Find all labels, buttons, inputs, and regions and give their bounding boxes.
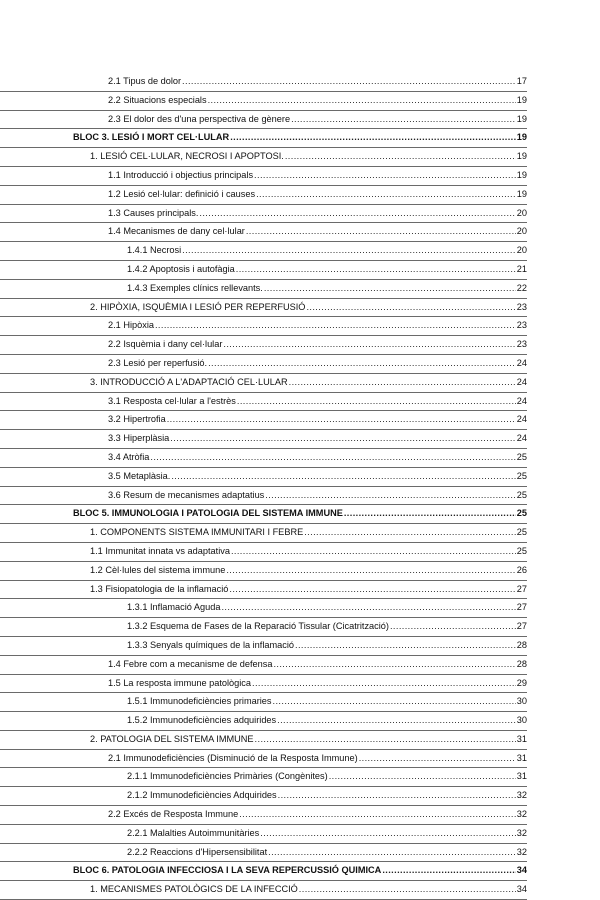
toc-entry-title: 1.1 Introducció i objectius principals [108,169,254,180]
table-of-contents [0,73,600,900]
toc-dot-leader [231,543,516,561]
toc-entry-page: 19 [516,132,527,143]
toc-entry-page: 19 [516,188,527,199]
toc-entry-page: 21 [516,263,527,274]
toc-entry-page: 23 [516,320,527,331]
toc-entry-title: 2.2 Excés de Resposta Immune [108,809,239,820]
toc-dot-leader [170,430,515,448]
toc-dot-leader [273,656,515,674]
toc-entry-title: 2.2.2 Reaccions d'Hipersensibilitat [127,846,268,857]
toc-entry-page: 23 [516,339,527,350]
toc-entry-title: 1.5 La resposta immune patològica [108,677,252,688]
toc-entry[interactable] [0,881,527,900]
toc-dot-leader [254,167,516,185]
toc-entry[interactable] [0,543,527,562]
toc-entry-page: 32 [516,809,527,820]
toc-entry-page: 34 [516,865,527,876]
toc-dot-leader [167,411,516,429]
toc-dot-leader [229,581,515,599]
toc-entry[interactable] [0,750,527,769]
toc-entry[interactable] [0,449,527,468]
toc-entry[interactable] [0,618,527,637]
toc-entry-page: 30 [516,696,527,707]
toc-entry-page: 26 [516,564,527,575]
toc-entry[interactable] [0,317,527,336]
toc-entry-title: 2. PATOLOGIA DEL SISTEMA IMMUNE [90,733,254,744]
toc-dot-leader [208,355,516,373]
toc-entry[interactable] [0,374,527,393]
toc-entry-title: 2.2 Situacions especials [108,94,207,105]
toc-entry[interactable] [0,411,527,430]
toc-entry-title: 1.3.3 Senyals químiques de la inflamació [127,639,295,650]
toc-dot-leader [182,242,516,260]
toc-entry[interactable] [0,731,527,750]
toc-entry-title: 1.3.2 Esquema de Fases de la Reparació Tissular (Cicatrització) [127,621,389,632]
toc-entry[interactable] [0,581,527,600]
toc-entry-title: 2. HIPÒXIA, ISQUÈMIA I LESIÓ PER REPERFUSIÓ [90,301,306,312]
toc-entry[interactable] [0,693,527,712]
toc-dot-leader [256,186,516,204]
toc-dot-leader [255,731,516,749]
toc-entry-title: 3.3 Hiperplàsia [108,433,170,444]
toc-dot-leader [278,787,516,805]
toc-entry-page: 31 [516,752,527,763]
toc-entry[interactable] [0,675,527,694]
toc-entry-title: 3.4 Atròfia [108,451,150,462]
toc-entry-title: 2.1.1 Immunodeficiències Primàries (Congènites) [127,771,328,782]
toc-entry[interactable] [0,92,527,111]
toc-entry-title: 1.5.1 Immunodeficiències primaries [127,696,272,707]
toc-entry-title: 2.2 Isquèmia i dany cel·lular [108,339,223,350]
toc-entry-title: 1.2 Lesió cel·lular: definició i causes [108,188,256,199]
toc-entry-title: 3.1 Resposta cel·lular a l'estrès [108,395,236,406]
toc-entry-page: 24 [516,414,527,425]
toc-dot-leader [277,712,516,730]
toc-entry[interactable] [0,111,527,130]
toc-entry-title: 3.6 Resum de mecanismes adaptatius [108,489,265,500]
toc-entry[interactable] [0,393,527,412]
toc-entry[interactable] [0,167,527,186]
toc-entry-page: 25 [516,527,527,538]
toc-entry[interactable] [0,487,527,506]
toc-dot-leader [239,806,516,824]
toc-entry-page: 17 [516,76,527,86]
toc-dot-leader [299,881,516,899]
toc-entry-page: 28 [516,639,527,650]
toc-dot-leader [268,844,516,862]
toc-entry[interactable] [0,73,527,92]
toc-entry-page: 25 [516,545,527,556]
toc-entry-title: 2.1 Immunodeficiències (Disminució de la Resposta Immune) [108,752,358,763]
toc-entry[interactable] [0,336,527,355]
toc-dot-leader [306,299,515,317]
toc-entry-page: 28 [516,658,527,669]
toc-entry-title: 1.4 Febre com a mecanisme de defensa [108,658,273,669]
toc-entry-page: 29 [516,677,527,688]
toc-entry[interactable] [0,280,527,299]
toc-dot-leader [329,768,516,786]
toc-dot-leader [150,449,515,467]
toc-entry-title: 3. INTRODUCCIÓ A L'ADAPTACIÓ CEL·LULAR [90,376,288,387]
toc-dot-leader [265,487,515,505]
toc-dot-leader [260,825,516,843]
toc-entry[interactable] [0,430,527,449]
toc-entry-page: 32 [516,790,527,801]
toc-dot-leader [382,862,515,880]
toc-dot-leader [155,317,516,335]
toc-entry-page: 31 [516,733,527,744]
toc-entry[interactable] [0,562,527,581]
toc-entry[interactable] [0,599,527,618]
toc-entry[interactable] [0,825,527,844]
toc-entry-page: 24 [516,376,527,387]
toc-entry[interactable] [0,712,527,731]
toc-entry-page: 25 [516,470,527,481]
toc-dot-leader [246,223,516,241]
toc-dot-leader [182,73,516,91]
toc-entry-page: 20 [516,245,527,256]
toc-dot-leader [252,675,516,693]
toc-entry-title: 2.1 Hipòxia [108,320,154,331]
toc-entry-page: 24 [516,357,527,368]
toc-entry-title: 1.3.1 Inflamació Aguda [127,602,221,613]
toc-entry-page: 23 [516,301,527,312]
toc-entry[interactable] [0,787,527,806]
toc-dot-leader [236,261,516,279]
toc-entry-page: 19 [516,151,527,162]
toc-dot-leader [295,637,516,655]
toc-dot-leader [304,524,516,542]
toc-entry[interactable] [0,299,527,318]
toc-entry-page: 27 [516,621,527,632]
toc-entry-title: 1.5.2 Immunodeficiències adquirides [127,715,277,726]
toc-entry-page: 25 [516,508,527,519]
toc-entry-title: 2.1 Tipus de dolor [108,76,182,86]
toc-dot-leader [199,205,515,223]
toc-entry[interactable] [0,844,527,863]
toc-entry[interactable] [0,468,527,487]
toc-entry[interactable] [0,637,527,656]
toc-entry-title: 3.5 Metaplàsia. [108,470,171,481]
toc-dot-leader [237,393,516,411]
toc-entry-page: 20 [516,226,527,237]
toc-entry-title: BLOC 6. PATOLOGIA INFECCIOSA I LA SEVA REPERCUSSIÓ QUIMICA [73,865,382,876]
toc-entry-page: 34 [516,884,527,895]
toc-entry-page: 32 [516,846,527,857]
toc-entry-title: 1.3 Fisiopatologia de la inflamació [90,583,229,594]
toc-entry[interactable] [0,524,527,543]
toc-entry-title: 1. LESIÓ CEL·LULAR, NECROSI I APOPTOSI. [90,151,284,162]
toc-entry-title: BLOC 5. IMMUNOLOGIA I PATOLOGIA DEL SISTEMA IMMUNE [73,508,343,519]
toc-entry[interactable] [0,129,527,148]
toc-entry-title: 1. COMPONENTS SISTEMA IMMUNITARI I FEBRE [90,527,304,538]
toc-entry-page: 25 [516,489,527,500]
toc-entry-title: 1.4 Mecanismes de dany cel·lular [108,226,245,237]
toc-entry[interactable] [0,355,527,374]
toc-entry[interactable] [0,806,527,825]
toc-entry-page: 27 [516,583,527,594]
toc-entry-title: 1.1 Immunitat innata vs adaptativa [90,545,230,556]
toc-entry-page: 24 [516,395,527,406]
toc-entry[interactable] [0,505,527,524]
toc-entry-title: 2.2.1 Malalties Autoimmunitàries [127,827,260,838]
toc-entry[interactable] [0,223,527,242]
toc-entry-page: 32 [516,827,527,838]
toc-entry-page: 24 [516,433,527,444]
toc-entry[interactable] [0,862,527,881]
toc-entry-page: 27 [516,602,527,613]
toc-entry-title: 3.2 Hipertrofia [108,414,166,425]
toc-entry-title: 2.3 El dolor des d'una perspectiva de gènere [108,113,291,124]
toc-dot-leader [344,505,516,523]
toc-dot-leader [285,148,516,166]
toc-dot-leader [171,468,515,486]
toc-dot-leader [223,336,515,354]
toc-entry-title: 2.1.2 Immunodeficiències Adquirides [127,790,277,801]
toc-entry-title: 1.4.1 Necrosi [127,245,182,256]
toc-entry[interactable] [0,242,527,261]
toc-entry-page: 20 [516,207,527,218]
toc-entry[interactable] [0,205,527,224]
toc-entry[interactable] [0,656,527,675]
toc-dot-leader [273,693,516,711]
toc-entry-title: BLOC 3. LESIÓ I MORT CEL·LULAR [73,132,230,143]
toc-entry-title: 1.3 Causes principals. [108,207,199,218]
toc-entry-page: 19 [516,169,527,180]
toc-dot-leader [221,599,515,617]
toc-entry-title: 2.3 Lesió per reperfusió. [108,357,208,368]
toc-dot-leader [359,750,516,768]
toc-dot-leader [289,374,516,392]
toc-entry-page: 30 [516,715,527,726]
toc-entry[interactable] [0,768,527,787]
toc-entry-title: 1.4.3 Exemples clínics rellevants. [127,282,263,293]
toc-dot-leader [226,562,515,580]
toc-entry-page: 19 [516,94,527,105]
toc-entry[interactable] [0,186,527,205]
toc-dot-leader [230,129,516,147]
toc-dot-leader [208,92,516,110]
toc-entry[interactable] [0,148,527,167]
toc-dot-leader [264,280,516,298]
toc-entry-page: 19 [516,113,527,124]
toc-dot-leader [291,111,516,129]
toc-dot-leader [390,618,516,636]
toc-entry-title: 1. MECANISMES PATOLÒGICS DE LA INFECCIÓ [90,884,298,895]
toc-entry-page: 25 [516,451,527,462]
toc-entry-title: 1.4.2 Apoptosis i autofàgia [127,263,235,274]
toc-entry-page: 31 [516,771,527,782]
toc-entry[interactable] [0,261,527,280]
toc-entry-title: 1.2 Cèl·lules del sistema immune [90,564,226,575]
toc-entry-page: 22 [516,282,527,293]
